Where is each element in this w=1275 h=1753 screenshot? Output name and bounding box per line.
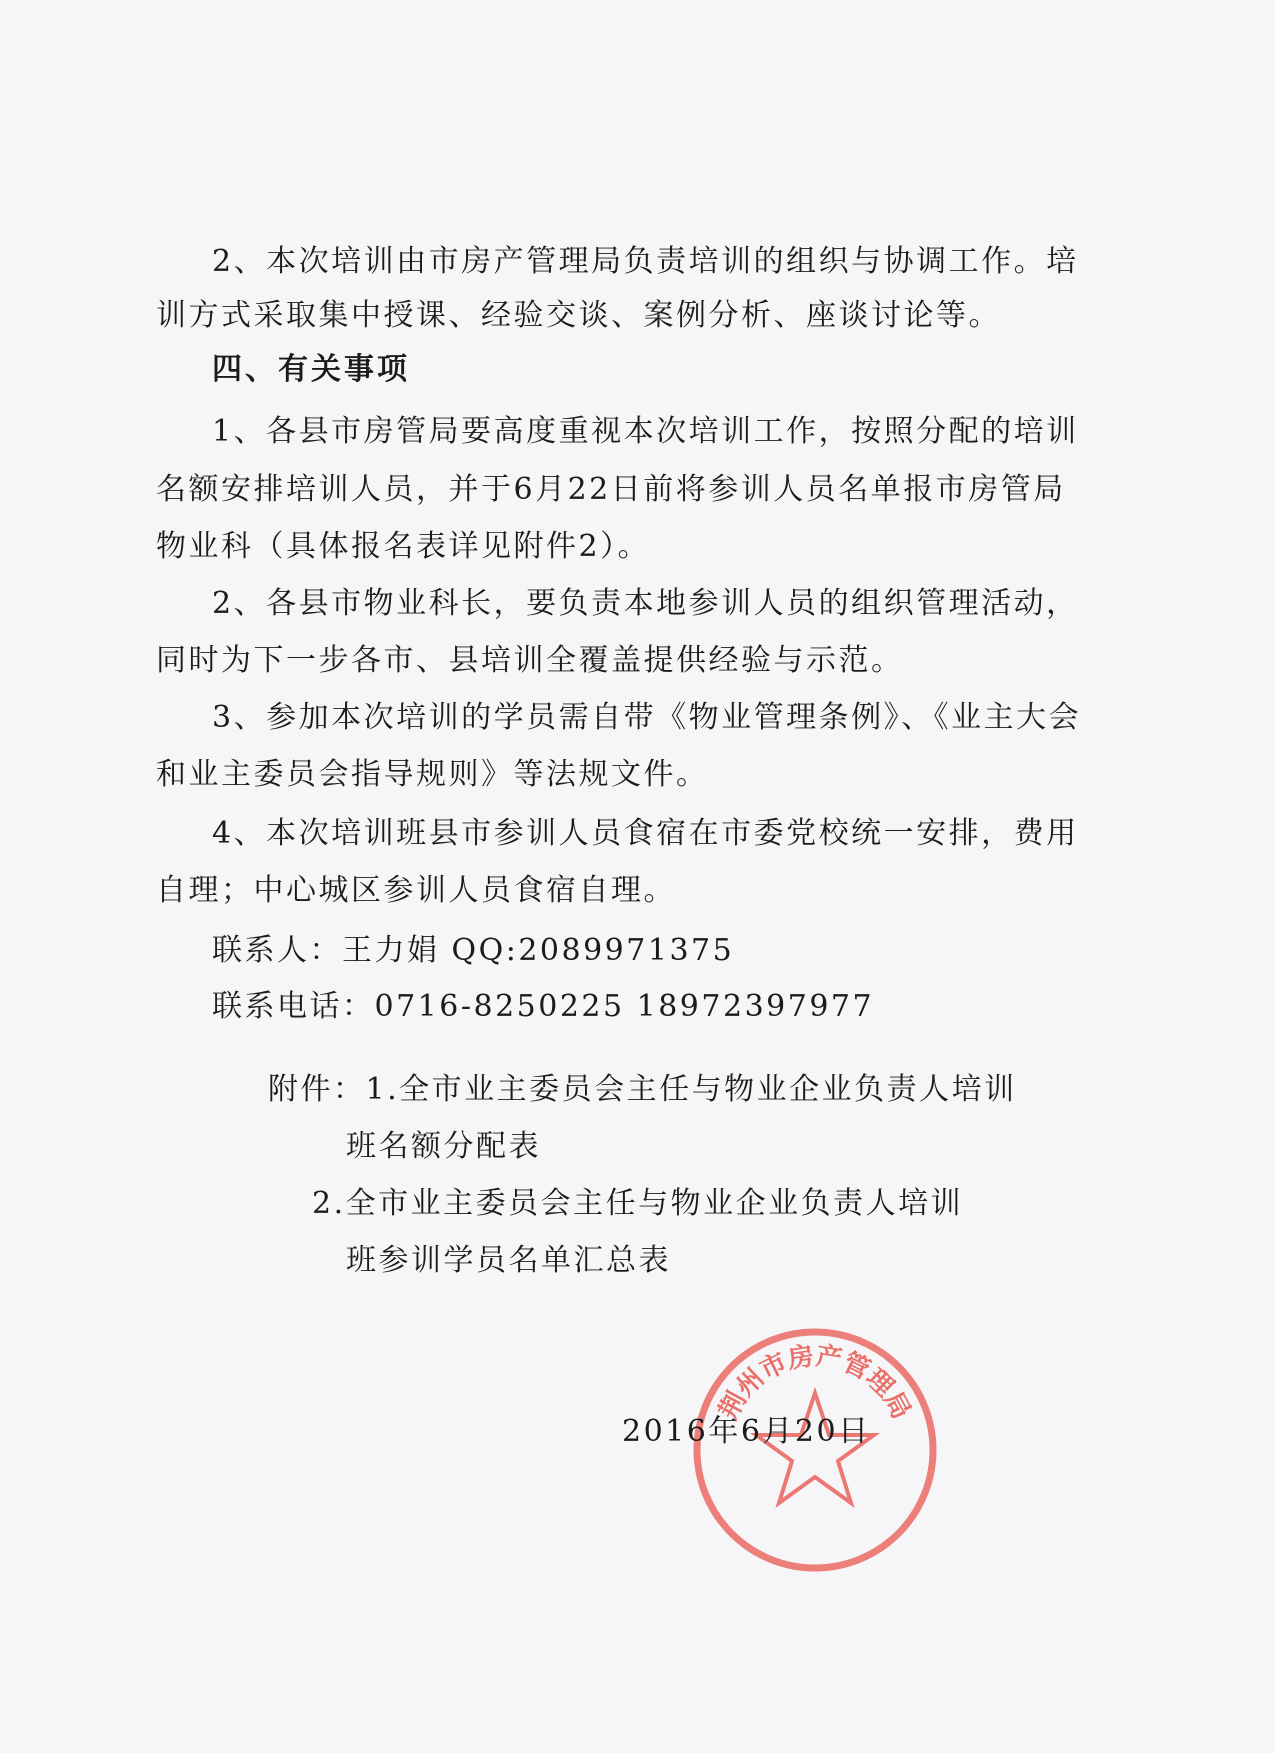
attachment-1-line-1: 附件：1.全市业主委员会主任与物业企业负责人培训 bbox=[268, 1072, 1017, 1107]
paragraph-line: 和业主委员会指导规则》等法规文件。 bbox=[156, 757, 709, 792]
attachment-2-line-2: 班参训学员名单汇总表 bbox=[346, 1243, 671, 1278]
paragraph-line: 自理；中心城区参训人员食宿自理。 bbox=[156, 873, 676, 908]
paragraph-line: 2、各县市物业科长，要负责本地参训人员的组织管理活动， bbox=[212, 586, 1079, 621]
contact-phone: 联系电话：0716-8250225 18972397977 bbox=[212, 989, 875, 1024]
paragraph-line: 同时为下一步各市、县培训全覆盖提供经验与示范。 bbox=[156, 643, 904, 678]
paragraph-line: 2、本次培训由市房产管理局负责培训的组织与协调工作。培 bbox=[212, 244, 1079, 279]
paragraph-line: 名额安排培训人员，并于6月22日前将参训人员名单报市房管局 bbox=[156, 472, 1066, 507]
attachment-2-line-1: 2.全市业主委员会主任与物业企业负责人培训 bbox=[312, 1186, 964, 1221]
paragraph-line: 物业科（具体报名表详见附件2）。 bbox=[156, 529, 651, 564]
document-date: 2016年6月20日 bbox=[622, 1414, 871, 1449]
section-heading: 四、有关事项 bbox=[212, 352, 410, 387]
paragraph-line: 4、本次培训班县市参训人员食宿在市委党校统一安排，费用 bbox=[212, 816, 1079, 851]
paragraph-line: 1、各县市房管局要高度重视本次培训工作，按照分配的培训 bbox=[212, 414, 1079, 449]
paragraph-line: 训方式采取集中授课、经验交谈、案例分析、座谈讨论等。 bbox=[156, 298, 1001, 333]
paragraph-line: 3、参加本次培训的学员需自带《物业管理条例》、《业主大会 bbox=[212, 700, 1082, 735]
attachment-1-line-2: 班名额分配表 bbox=[346, 1129, 541, 1164]
seal-text: 荆州市房产管理局 bbox=[713, 1341, 917, 1425]
contact-person: 联系人：王力娟 QQ:2089971375 bbox=[212, 933, 735, 968]
